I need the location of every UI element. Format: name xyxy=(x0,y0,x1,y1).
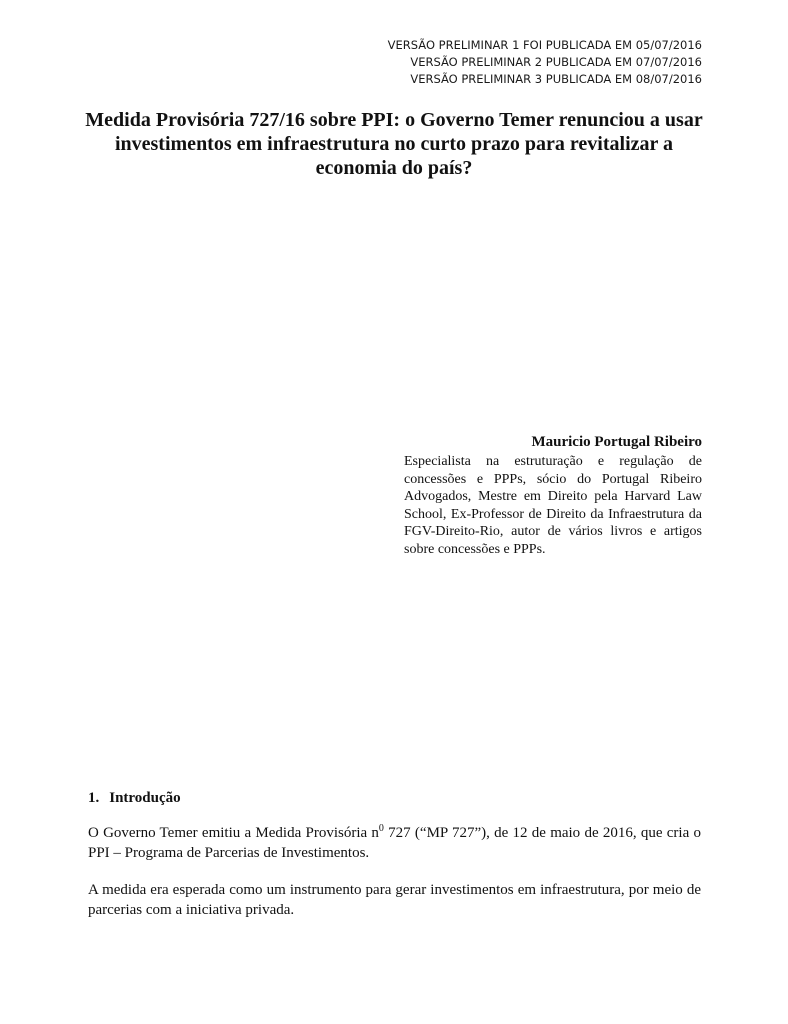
section-title: Introdução xyxy=(109,790,181,806)
paragraph-1-text-end: 727 (“MP 727”), de 12 de maio de 2016, que cria o PPI – Programa de Parcerias de Investimentos. xyxy=(88,825,702,861)
section-heading xyxy=(88,788,181,808)
author-bio: Especialista na estruturação e regulação de concessões e PPPs, sócio do Portugal Ribeiro Advogados, Mestre em Direito pela Harvard Law School, Ex-Professor de Direito da Infraestrutura da FGV-Direito-Rio, autor de vários livros e artigos sobre concessões e PPPs. xyxy=(404,454,702,557)
document-title: Medida Provisória 727/16 sobre PPI: o Governo Temer renunciou a usar investimentos em infraestrutura no curto prazo para revitalizar a economia do país? xyxy=(85,109,703,179)
version-note-1: VERSÃO PRELIMINAR 1 FOI PUBLICADA EM 05/07/2016 xyxy=(387,38,702,52)
version-note-3: VERSÃO PRELIMINAR 3 PUBLICADA EM 08/07/2016 xyxy=(410,72,702,86)
section-number: 1. xyxy=(88,790,100,806)
version-notes xyxy=(388,37,702,88)
paragraph-2: A medida era esperada como um instrumento para gerar investimentos em infraestrutura, por meio de parcerias com a iniciativa privada. xyxy=(88,882,701,918)
paragraph-1 xyxy=(88,823,701,863)
author-name: Mauricio Portugal Ribeiro xyxy=(531,434,702,450)
paragraph-1-superscript: 0 xyxy=(378,823,384,834)
paragraph-1-text-start: O Governo Temer emitiu a Medida Provisória n xyxy=(88,825,379,841)
version-note-2: VERSÃO PRELIMINAR 2 PUBLICADA EM 07/07/2016 xyxy=(410,55,702,69)
